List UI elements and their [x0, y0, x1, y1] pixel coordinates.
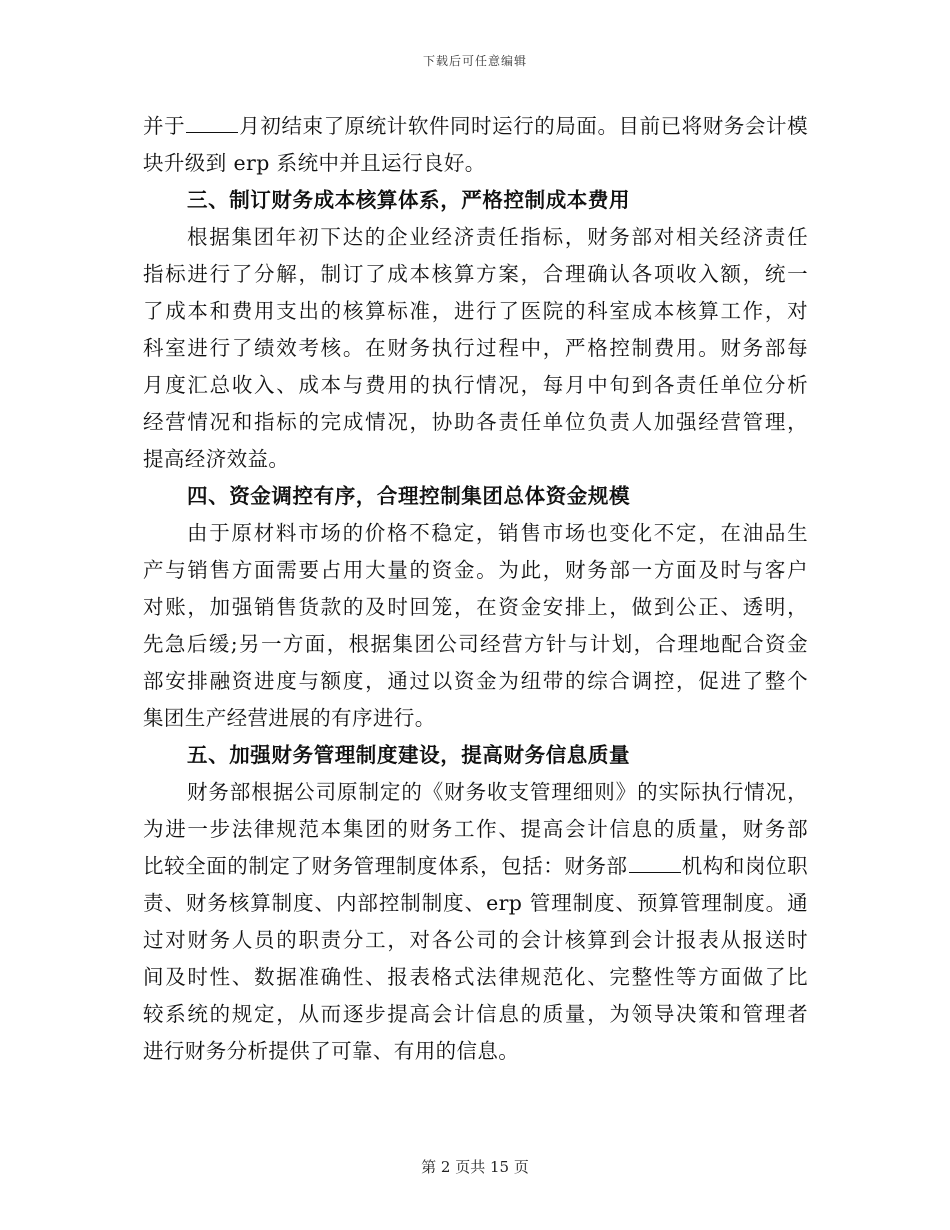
paragraph-line: 集团生产经营进展的有序进行。 — [143, 706, 436, 730]
paragraph-line: 指标进行了分解，制订了成本核算方案，合理确认各项收入额，统一 — [143, 262, 808, 286]
paragraph-line: 块升级到 erp 系统中并且运行良好。 — [143, 151, 486, 175]
section-heading-3: 三、制订财务成本核算体系，严格控制成本费用 — [187, 188, 631, 212]
paragraph-line — [143, 108, 808, 145]
text-segment: 机构和岗位职 — [681, 854, 808, 878]
paragraph-line: 过对财务人员的职责分工，对各公司的会计核算到会计报表从报送时 — [143, 928, 808, 952]
paragraph-line: 了成本和费用支出的核算标准，进行了医院的科室成本核算工作，对 — [143, 299, 808, 323]
paragraph-line: 先急后缓;另一方面，根据集团公司经营方针与计划，合理地配合资金 — [143, 632, 808, 656]
paragraph-line: 月度汇总收入、成本与费用的执行情况，每月中旬到各责任单位分析 — [143, 373, 808, 397]
document-body — [143, 108, 808, 1070]
header-note: 下载后可任意编辑 — [422, 54, 527, 68]
text-segment: 比较全面的制定了财务管理制度体系，包括：财务部 — [143, 854, 628, 878]
section-heading-5: 五、加强财务管理制度建设，提高财务信息质量 — [187, 743, 631, 767]
text-segment: 并于 — [143, 114, 186, 138]
paragraph-line: 根据集团年初下达的企业经济责任指标，财务部对相关经济责任 — [187, 225, 808, 249]
paragraph-line: 提高经济效益。 — [143, 447, 290, 471]
paragraph-line: 为进一步法律规范本集团的财务工作、提高会计信息的质量，财务部 — [143, 817, 808, 841]
fill-in-blank — [186, 114, 238, 133]
text-segment: 月初结束了原统计软件同时运行的局面。目前已将财务会计模 — [239, 114, 808, 138]
fill-in-blank — [629, 854, 681, 873]
paragraph-line — [143, 848, 808, 885]
paragraph-line: 财务部根据公司原制定的《财务收支管理细则》的实际执行情况， — [187, 780, 808, 804]
paragraph-line: 科室进行了绩效考核。在财务执行过程中，严格控制费用。财务部每 — [143, 336, 808, 360]
paragraph-line: 间及时性、数据准确性、报表格式法律规范化、完整性等方面做了比 — [143, 965, 808, 989]
paragraph-line: 进行财务分析提供了可靠、有用的信息。 — [143, 1039, 520, 1063]
paragraph-line: 部安排融资进度与额度，通过以资金为纽带的综合调控，促进了整个 — [143, 669, 808, 693]
section-heading-4: 四、资金调控有序，合理控制集团总体资金规模 — [187, 484, 631, 508]
paragraph-line: 由于原材料市场的价格不稳定，销售市场也变化不定，在油品生 — [187, 521, 808, 545]
paragraph-line: 产与销售方面需要占用大量的资金。为此，财务部一方面及时与客户 — [143, 558, 808, 582]
paragraph-line: 较系统的规定，从而逐步提高会计信息的质量，为领导决策和管理者 — [143, 1002, 808, 1026]
paragraph-line: 对账，加强销售货款的及时回笼，在资金安排上，做到公正、透明， — [143, 595, 808, 619]
page-number: 第 2 页共 15 页 — [421, 1158, 529, 1176]
paragraph-line: 责、财务核算制度、内部控制制度、erp 管理制度、预算管理制度。通 — [143, 891, 808, 915]
paragraph-line: 经营情况和指标的完成情况，协助各责任单位负责人加强经营管理， — [143, 410, 808, 434]
